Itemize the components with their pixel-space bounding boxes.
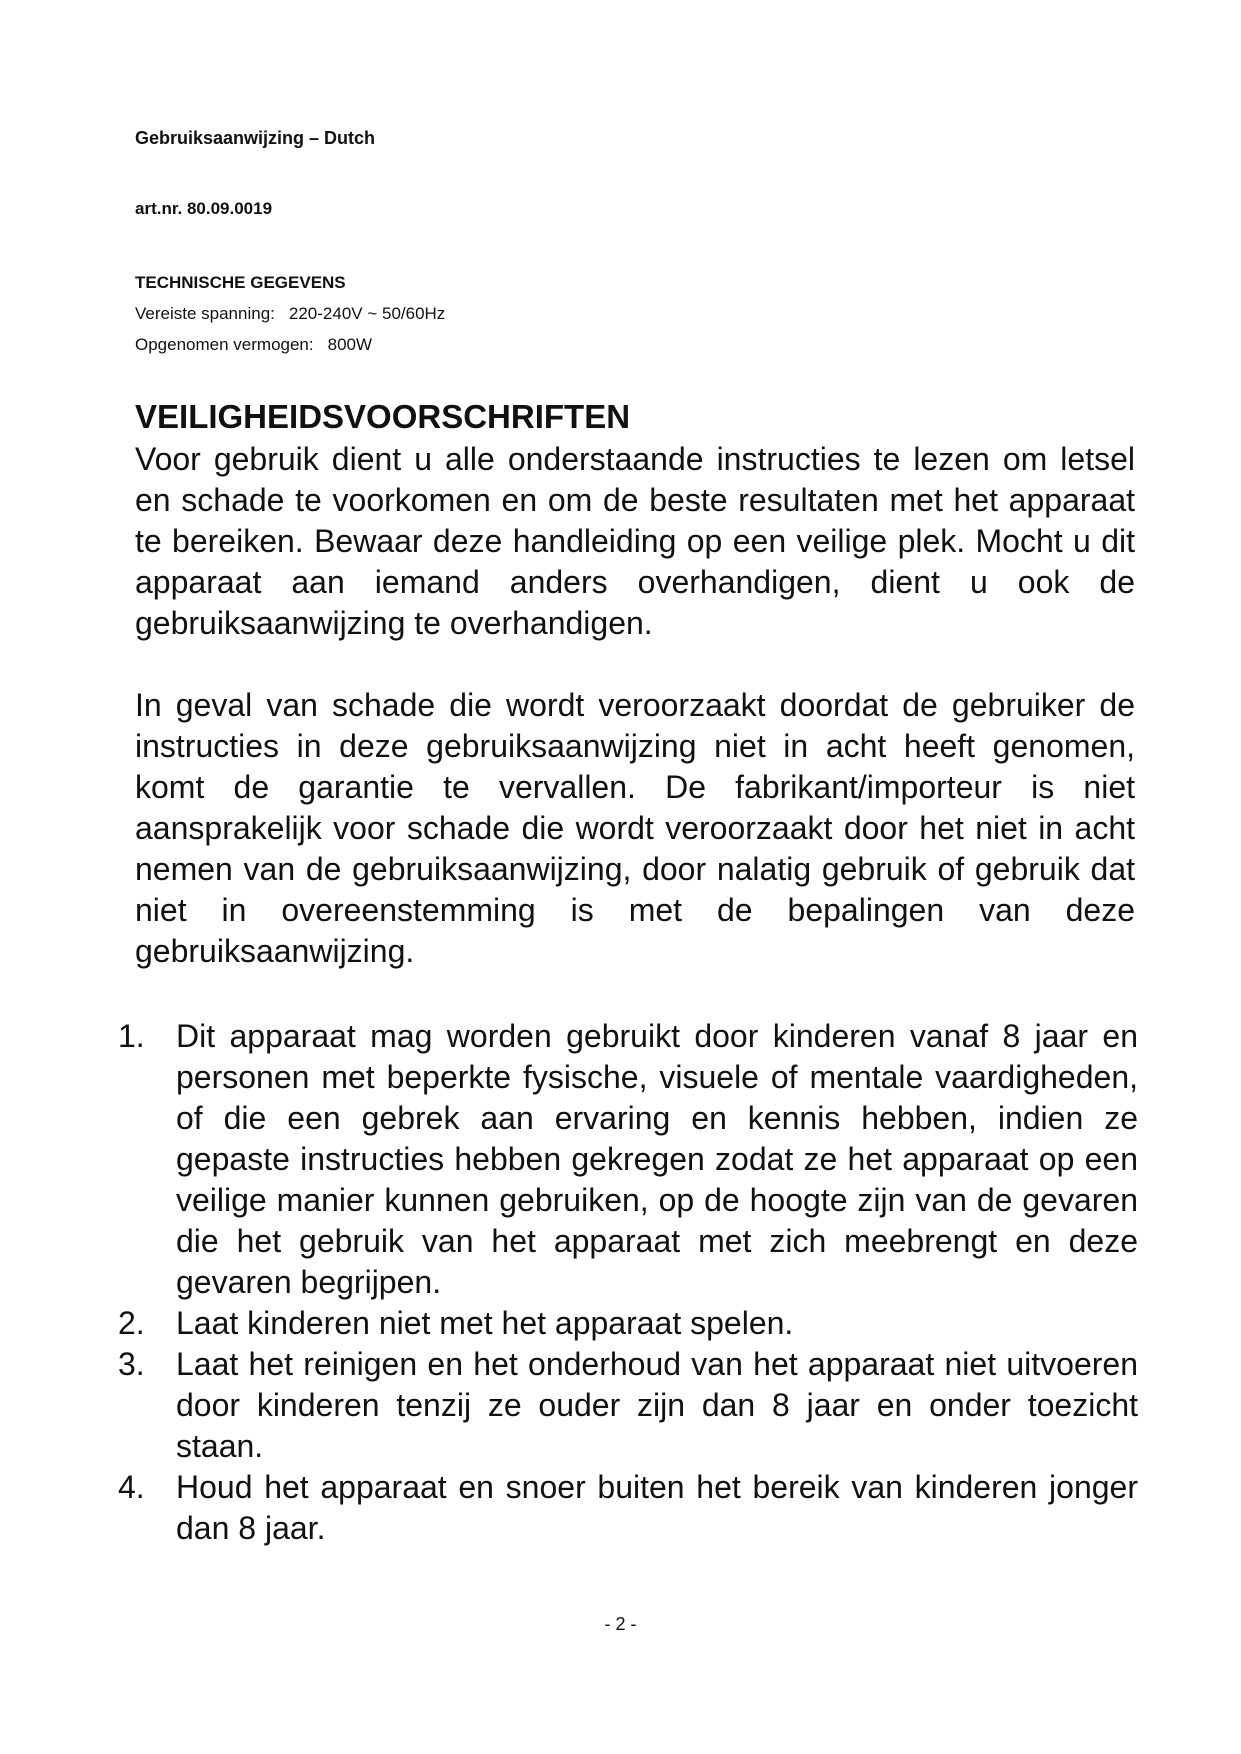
spec-value: 800W — [327, 335, 373, 354]
spec-label: Vereiste spanning: — [135, 304, 275, 323]
article-number: art.nr. 80.09.0019 — [135, 199, 273, 218]
list-item — [118, 1303, 1138, 1344]
page-number: - 2 - — [604, 1614, 637, 1634]
list-item — [118, 1016, 1138, 1303]
list-item-number: 2. — [118, 1305, 145, 1341]
technical-data-heading: TECHNISCHE GEGEVENS — [135, 273, 346, 292]
list-item-number: 3. — [118, 1346, 145, 1382]
spec-label: Opgenomen vermogen: — [135, 335, 314, 354]
list-item-number: 4. — [118, 1469, 145, 1505]
safety-heading: VEILIGHEIDSVOORSCHRIFTEN — [135, 398, 631, 435]
list-item-text: Dit apparaat mag worden gebruikt door kinderen vanaf 8 jaar en personen met beperkte fysische, visuele of mentale vaardigheden, of die een gebrek aan ervaring en kennis hebben, indien ze gepaste instructies hebben gekregen zodat ze het apparaat op een veilige manier kunnen gebruiken, op de hoogte zijn van de gevaren die het gebruik van het apparaat met zich meebrengt en deze gevaren begrijpen. — [176, 1018, 1138, 1300]
list-item — [118, 1344, 1138, 1467]
list-item — [118, 1467, 1138, 1549]
spec-value: 220-240V ~ 50/60Hz — [288, 304, 446, 323]
document-title: Gebruiksaanwijzing – Dutch — [135, 128, 376, 148]
list-item-number: 1. — [118, 1018, 145, 1054]
list-item-text: Houd het apparaat en snoer buiten het bereik van kinderen jonger dan 8 jaar. — [176, 1469, 1138, 1546]
list-item-text: Laat kinderen niet met het apparaat spelen. — [176, 1305, 794, 1341]
warranty-paragraph: In geval van schade die wordt veroorzaakt doordat de gebruiker de instructies in deze gebruiksaanwijzing niet in acht heeft genomen, komt de garantie te vervallen. De fabrikant/importeur is niet aansprakelijk voor schade die wordt veroorzaakt door het niet in acht nemen van de gebruiksaanwijzing, door nalatig gebruik of gebruik dat niet in overeenstemming is met de bepalingen van deze gebruiksaanwijzing. — [135, 687, 1135, 969]
spec-row-voltage — [135, 304, 445, 324]
list-item-text: Laat het reinigen en het onderhoud van het apparaat niet uitvoeren door kinderen tenzij ze ouder zijn dan 8 jaar en onder toezicht staan. — [176, 1346, 1138, 1464]
spec-row-power — [135, 335, 372, 355]
safety-instructions-list — [118, 1016, 1138, 1549]
safety-intro-paragraph: Voor gebruik dient u alle onderstaande instructies te lezen om letsel en schade te voorkomen en om de beste resultaten met het apparaat te bereiken. Bewaar deze handleiding op een veilige plek. Mocht u dit apparaat aan iemand anders overhandigen, dient u ook de gebruiksaanwijzing te overhandigen. — [135, 441, 1135, 641]
